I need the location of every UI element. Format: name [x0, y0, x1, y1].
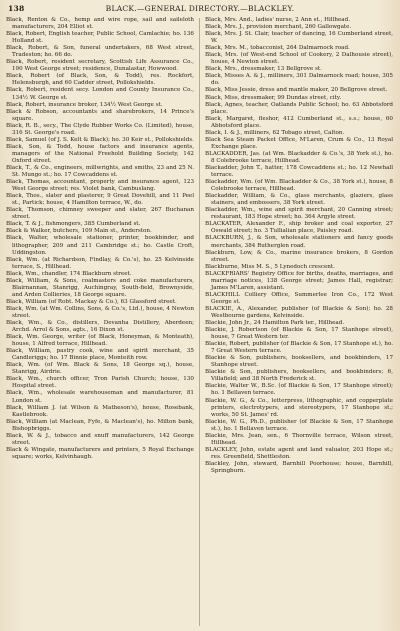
directory-entry: Black, Mrs. J., provision merchant, 260 Gallowgate.: [205, 24, 352, 31]
directory-entry: Black, Thomas, accountant, property and insurance agent, 123 West George street; res. Violet bank, Cambuslang.: [6, 179, 194, 193]
directory-entry: Black, Wm., church officer, Tron Parish Church; house, 130 Hospital street.: [6, 376, 194, 390]
directory-entry: Black, Wm., wholesale warehouseman and manufacturer, 81 London st.: [6, 390, 194, 404]
directory-entry: Blackie, Walter W., B.Sc. (of Blackie & Son, 17 Stanhope street); ho. 1 Bellaven terrace.: [205, 383, 393, 397]
directory-entry: Blackie & Son, publishers, booksellers, and bookbinders, 17 Stanhope street.: [205, 355, 393, 369]
page-number: 138: [8, 4, 25, 13]
directory-entry: Black, Thos., slater and plasterer, 9 Great Dovehill, and 11 Peel st., Partick; house, 4 Hamilton terrace, W., do.: [6, 193, 194, 207]
directory-entry: Black, Wm. George, writer (of Black, Honeyman, & Monteath), house, 1 Alfred terrace, Hillhead.: [6, 334, 194, 348]
directory-entry: Blackadder, William, & Co., glass merchants, glaziers, glass stainers, and embossers, 38 York street.: [205, 193, 393, 207]
directory-entry: Blackburne, Miss M. S., 5 Lynedoch crescent.: [205, 263, 335, 270]
directory-entry: Black, Mrs. J. St. Clair, teacher of dancing, 16 Cumberland street, W.: [205, 31, 393, 45]
directory-entry: Black, Robert, insurance broker, 134½ West George st.: [6, 101, 163, 108]
directory-entry: Black, T. & J., fishmongers, 385 Cumberland st.: [6, 221, 141, 228]
directory-entry: Black, William (at Maclean, Fyfe, & Maclean's), ho. Milton bank, Bishopbriggs.: [6, 418, 194, 432]
directory-entry: Black, Walter, wholesale stationer, printer, bookbinder, and lithographer, 209 and 211 Cambridge st.; ho. Castle Croft, Uddingston.: [6, 235, 194, 256]
directory-entry: Black & Walker, butchers, 109 Main st., Anderston.: [6, 228, 152, 235]
directory-entry: Black, Wm. (at Wm. Collins, Sons, & Co.'s, Ltd.), house, 4 Newton street.: [6, 305, 194, 319]
directory-entry: Black, Robert, resident secretary, Scottish Life Assurance Co., 190 West George street; residence, Dunalastar, Howwood.: [6, 59, 194, 73]
directory-entry: Black, Renton & Co., hemp and wire rope, sail and saileloth manufacturers, 204 Elliot st.: [6, 17, 194, 31]
directory-entry: Blackburn, Low, & Co., marine insurance brokers, 8 Gordon street.: [205, 249, 393, 263]
directory-entry: Black, Samuel (of J. S. Kelt & Black); ho. 30 Keir st., Pollokshields.: [6, 136, 194, 143]
directory-entry: BLACKADDER, Jas. (at Wm. Blackadder & Co.'s, 38 York st.), ho. 8 Colebrooke terrace, Hillhead.: [205, 150, 393, 164]
directory-entry: BLACKHILL Colliery Office, Summerlee Iron Co., 172 West George st.: [205, 291, 393, 305]
directory-entry: BLACKLEY, John, estate agent and land valuator, 203 Hope st.; res. Greenfield, Shettleston.: [205, 446, 393, 460]
directory-entry: Black, Misses A. & J., milliners, 301 Dalmarnock road; house, 305 do.: [205, 73, 393, 87]
directory-entry: Black, Miss, dressmaker, 99 Dundas street, city.: [205, 94, 342, 101]
directory-entry: Black, Wm., & Co., distillers, Devanha Distillery, Aberdeen; Archd. Arrol & Sons, agts., 16 Dixon st.: [6, 320, 194, 334]
directory-entry: Black, Mrs. And., ladies' nurse, 2 Ann st., Hillhead.: [205, 17, 350, 23]
directory-entry: Black, William, pastry cook, wine and spirit merchant, 35 Candleriggs; ho. 17 Binnie place, Monteith row.: [6, 348, 194, 362]
directory-entry: Blackadder, John T., hatter, 178 Cowcaddens st.; ho. 12 Newhall terrace.: [205, 164, 393, 179]
directory-entry: Black & Wingate, manufacturers and printers, 5 Royal Exchange square; works, Kelvinhaugh.: [6, 446, 194, 460]
directory-entry: Blackie, J. Robertson (of Blackie & Son, 17 Stanhope street), house, 7 Great Western ter.: [205, 327, 393, 341]
left-column: [6, 17, 194, 461]
directory-entry: Black, Mrs., dressmaker, 13 Bellgrove st.: [205, 66, 322, 73]
directory-entry: BLACKFRIARS' Registry Office for births, deaths, marriages, and marriage notices, 138 George street; James Hall, registrar; James M'Laren, assistant.: [205, 270, 393, 291]
directory-entry: Black, W. & J., tobacco and snuff manufacturers, 142 George street.: [6, 432, 194, 446]
directory-entry: Blackie & Son, publishers, booksellers, and bookbinders; 6, Villafield; and 38 North Frederick st.: [205, 369, 393, 383]
directory-entry: BLACKATER, Alexander F., ship broker and coal exporter, 27 Oswald street; ho. 3 Tullialian place, Paisley road.: [205, 221, 393, 235]
page-header: [8, 4, 392, 16]
directory-entry: Black, Robert, & Son, funeral undertakers, 68 West street, Tradeston; ho. 66 do.: [6, 45, 194, 59]
directory-entry: Black, Robert, English teacher, Public School, Camlachie; ho. 136 Holland st.: [6, 31, 194, 45]
directory-entry: Black, I. & J., milliners, 62 Tobago street, Calton.: [205, 129, 345, 136]
directory-entry: Black, Mrs. M., tobacconist, 264 Dalmarnock road.: [205, 45, 350, 52]
directory-entry: Black, William J. (at Wilson & Matheson's), house, Rosebank, Kastlebrook.: [6, 404, 194, 418]
directory-entry: Black, Agnes, teacher, Oatlands Public School; ho. 63 Abbotsford place.: [205, 101, 393, 115]
directory-entry: Black, William (of Robt. Mackay & Co.), 63 Glassford street.: [6, 298, 177, 305]
directory-entry: Blackie, Robert, publisher (of Blackie & Son, 17 Stanhope st.), ho. 7 Great Western terrace.: [205, 341, 393, 355]
directory-entry: Black, T., & Co., engineers, millwrights, and smiths, 23 and 25 N. St. Mungo st.; ho. 17 Cowcaddens st.: [6, 164, 194, 179]
directory-entry: Black, Thomson, chimney sweeper and slater, 267 Buchanan street.: [6, 207, 194, 221]
directory-entry: Black, William, & Sons, coalmasters and coke manufacturers, Blairnannan, Stanrigg, Auchingray, South-field, Brownyside, and Arden Collieries, 18 George square.: [6, 277, 194, 298]
directory-entry: Blackadder, Wm. (of Wm. Blackadder & Co., 38 York st.), house, 8 Colebrooke terrace, Hillhead.: [205, 179, 393, 193]
directory-entry: Black, Wm. (at Richardson, Findlay, & Co.'s), ho. 25 Kelvinside terrace, S., Hillhead.: [6, 256, 194, 270]
right-column: [205, 17, 393, 475]
directory-entry: Black, Mrs. (of West-end School of Cookery, 2 Dalhousie street), house, 4 Newton street.: [205, 52, 393, 66]
directory-entry: Black, Son, & Todd, house factors and insurance agents, managers of the National Freehold Building Society, 142 Oxford street.: [6, 143, 194, 164]
directory-entry: Blackie, Mrs. Jean, sen., 6 Thornville terrace, Wilson street, Hillhead.: [205, 432, 393, 446]
directory-entry: BLACKIE, A., Alexander, publisher (of Blackie & Son); ho. 28 Westbourne gardens, Kelvinside.: [205, 305, 393, 319]
directory-entry: Black, Robert, resident secy. London and County Insurance Co., 134½ W. George st.: [6, 87, 194, 101]
column-divider: [199, 18, 200, 626]
directory-entry: Black, Miss Jessie, dress and mantle maker, 20 Bellgrove street.: [205, 87, 388, 94]
directory-entry: Blackie, W. G., Ph.D., publisher (of Blackie & Son, 17 Stanhope st.), ho. 1 Bellaven terrace.: [205, 418, 393, 432]
directory-entry: Blackie, John Jr., 24 Hamilton Park ter., Hillhead.: [205, 320, 345, 327]
directory-entry: Black, Robert (of Black, Son, & Todd), res. Rockfort, Helensburgh, and 60 Cadder street, Pollokshields.: [6, 73, 194, 87]
directory-entry: Black Sea Steam Packet Office, M'Laren, Crum & Co., 13 Royal Exchange place.: [205, 136, 393, 150]
directory-entry: Blackie, W. G., & Co., letterpress, lithographic, and copperplate printers, electrotypers, and stereotypers, 17 Stanhope st.; works, 50 St. James' rd.: [205, 397, 393, 418]
directory-entry: Black, R. B., secy., The Clyde Rubber Works Co. (Limited), house, 316 St. George's road.: [6, 122, 194, 136]
directory-entry: Blackley, John, steward, Barnhill Poorhouse; house, Barnhill, Springburn.: [205, 460, 393, 474]
directory-entry: Black, Wm. (of Wm. Black & Sons, 18 George sq.), house, Stanrigg, Airdrie.: [6, 362, 194, 376]
running-title: BLACK.—GENERAL DIRECTORY.—BLACKLEY.: [105, 4, 295, 13]
directory-entry: Blackadder, Wm., wine and spirit merchant, 20 Canning street; restaurant, 183 Hope street; ho. 364 Argyle street.: [205, 207, 393, 221]
directory-entry: BLACKBURN, J., & Son, wholesale stationers and fancy goods merchants, 384 Rutherglen road.: [205, 235, 393, 249]
directory-entry: Black, Wm., chandler, 174 Blackburn street.: [6, 270, 132, 277]
directory-entry: Black & Robson, accountants and sharebrokers, 14 Prince's square.: [6, 108, 194, 122]
directory-entry: Black, Margaret, fleshor, 412 Cumberland st., s.s.; house, 60 Abbotsford place.: [205, 115, 393, 129]
